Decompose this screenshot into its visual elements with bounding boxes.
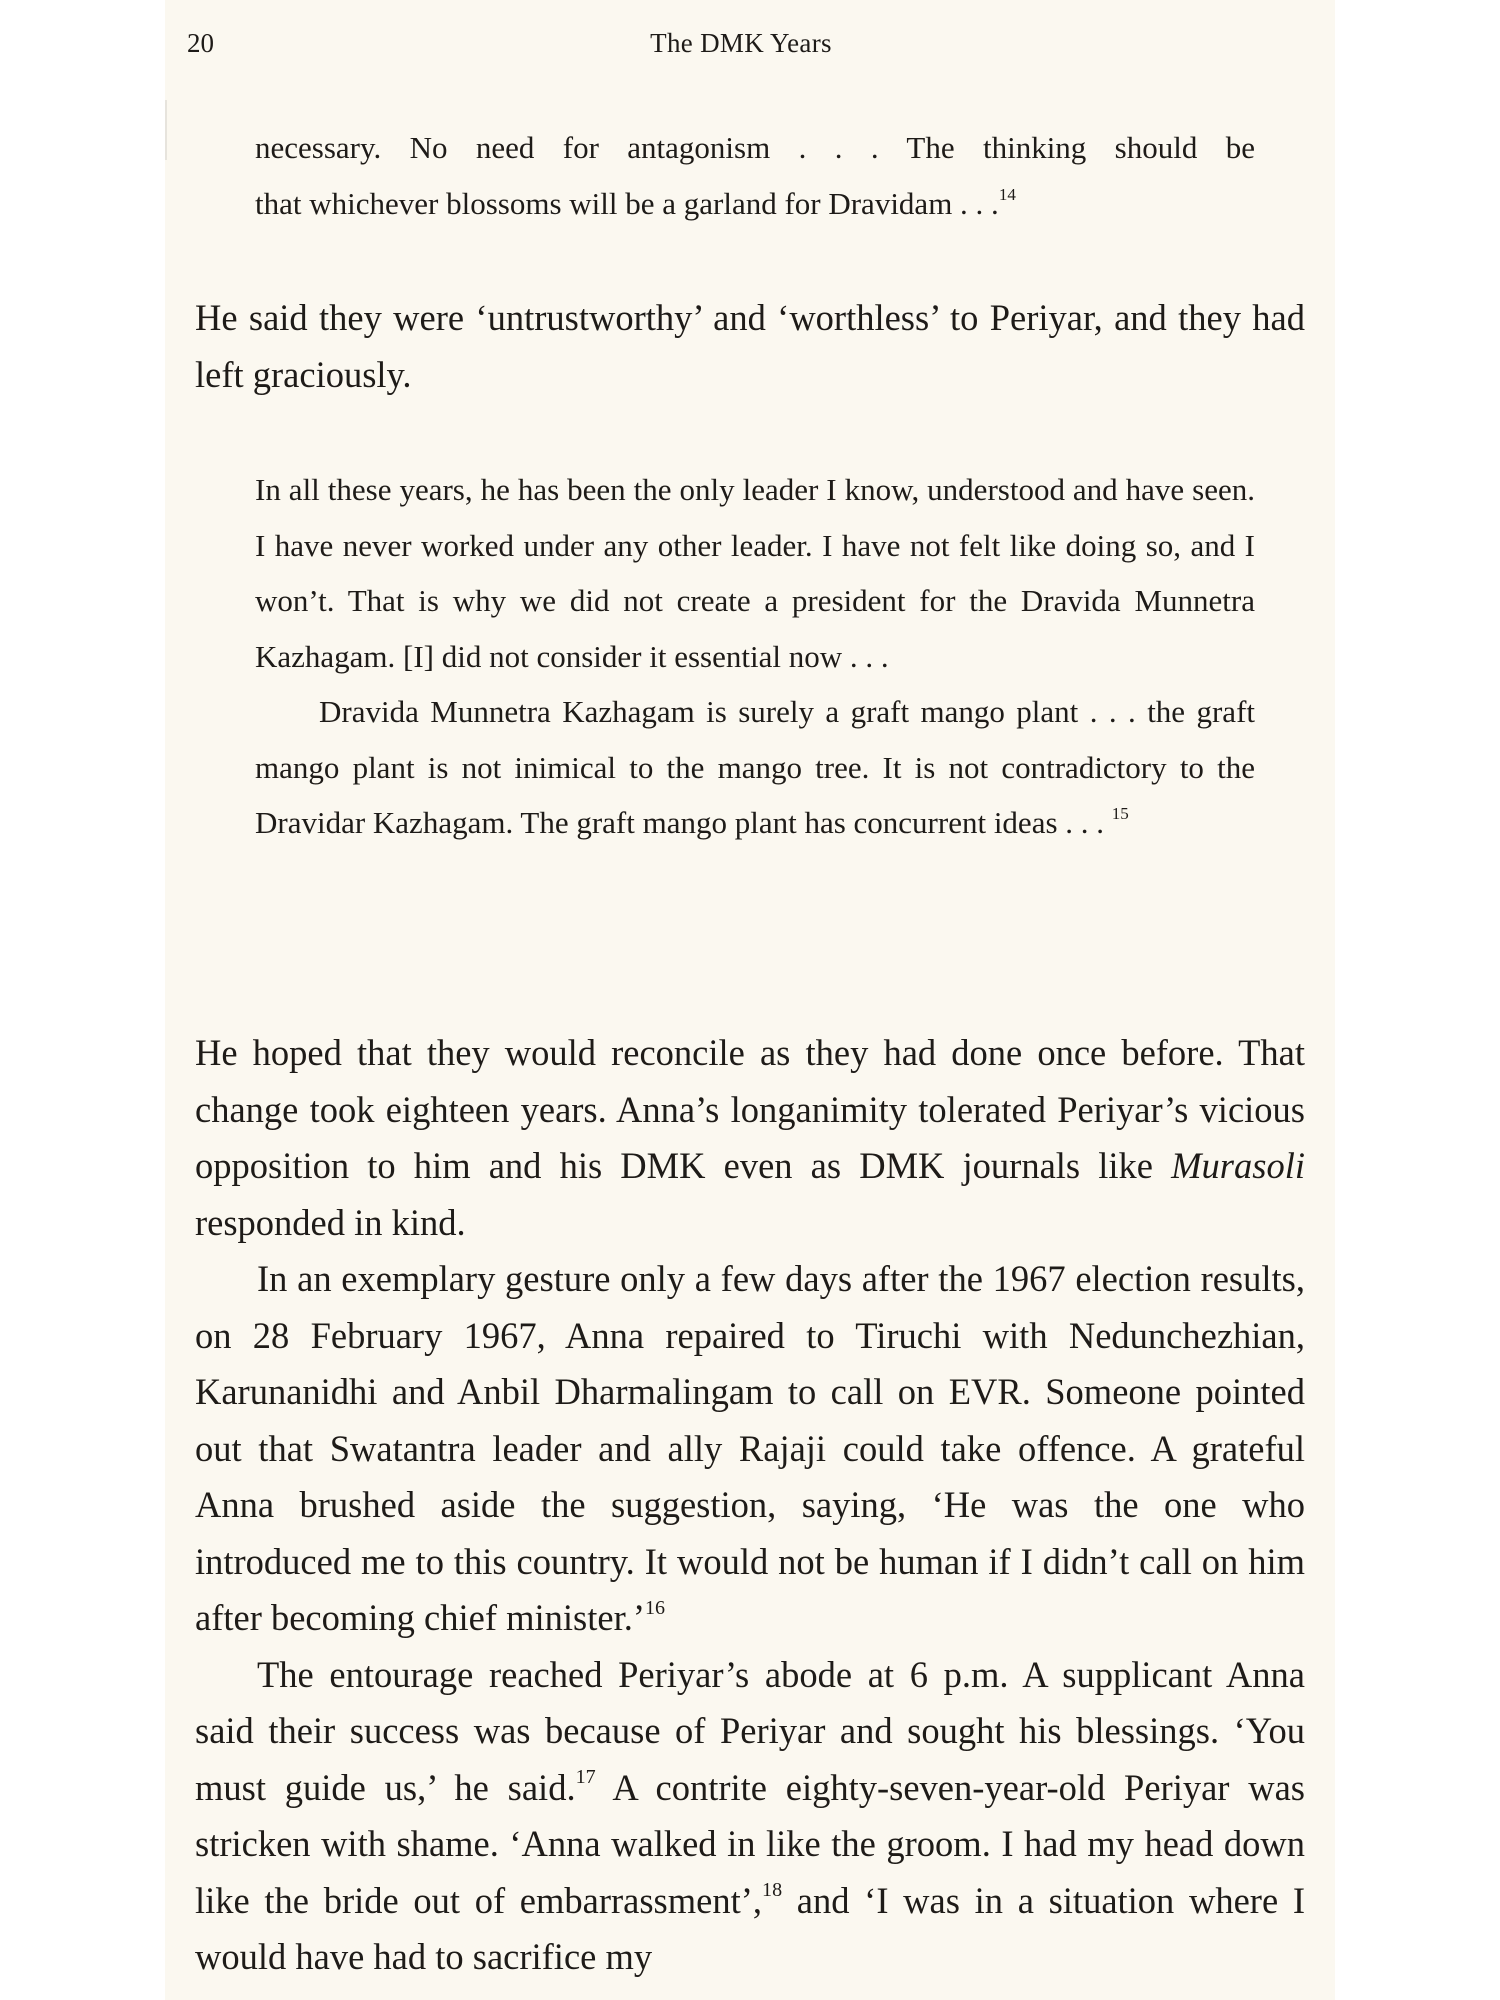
quote-line-2 <box>255 176 1255 232</box>
quote-paragraph-2 <box>255 684 1255 851</box>
paragraph-text: He said they were ‘untrustworthy’ and ‘worthless’ to Periyar, and they had left graciously. <box>195 297 1305 395</box>
footnote-ref-14: 14 <box>998 184 1016 204</box>
footnote-ref-18: 18 <box>762 1879 783 1902</box>
page-edge-shadow <box>165 100 175 160</box>
paragraph-exemplary-gesture <box>195 1251 1305 1647</box>
paragraph-text-part-3: and ‘I was in a situation where I would have had to sacrifice my <box>195 1879 1305 1977</box>
quote-paragraph-2-text: Dravida Munnetra Kazhagam is surely a graft mango plant . . . the graft mango plant is not inimical to the mango tree. It is not contradictory to the Dravidar Kazhagam. The graft mango plant has concurrent ideas . . . <box>255 694 1255 840</box>
journal-title-murasoli: Murasoli <box>1171 1145 1305 1186</box>
page-number: 20 <box>187 28 214 58</box>
footnote-ref-15: 15 <box>1111 804 1129 824</box>
paragraph-text-part-1: The entourage reached Periyar’s abode at 6 p.m. A supplicant Anna said their success was because of Periyar and sought his blessings. ‘You must guide us,’ he said. <box>195 1653 1305 1808</box>
paragraph-text-end: responded in kind. <box>195 1201 466 1243</box>
paragraph-reconcile <box>195 1025 1305 1986</box>
footnote-ref-16: 16 <box>645 1596 666 1619</box>
book-page <box>165 0 1335 2000</box>
quote-paragraph-1: In all these years, he has been the only leader I know, understood and have seen. I have never worked under any other leader. I have not felt like doing so, and I won’t. That is why we did not create a president for the Dravida Munnetra Kazhagam. [I] did not consider it essential now . . . <box>255 472 1255 674</box>
paragraph-text-start: He hoped that they would reconcile as they had done once before. That change took eighteen years. Anna’s longanimity tolerated Periyar’s vicious opposition to him and his DMK even as DMK journals like <box>195 1032 1305 1186</box>
paragraph-text <box>195 1025 1305 1251</box>
quote-line-2-text: that whichever blossoms will be a garland for Dravidam . . . <box>255 185 999 221</box>
running-title: The DMK Years <box>650 28 832 58</box>
quote-line-1: necessary. No need for antagonism . . . The thinking should be <box>255 130 1255 165</box>
paragraph-untrustworthy <box>195 290 1305 403</box>
block-quote-continuation <box>255 120 1255 231</box>
paragraph-text-part-2: A contrite eighty-seven-year-old Periyar was stricken with shame. ‘Anna walked in like the groom. I had my head down like the bride out of embarrassment’, <box>195 1766 1305 1921</box>
paragraph-entourage <box>195 1647 1305 1986</box>
block-quote-graft-mango <box>255 462 1255 851</box>
paragraph-text: In an exemplary gesture only a few days after the 1967 election results, on 28 February 1967, Anna repaired to Tiruchi with Nedunchezhian, Karunanidhi and Anbil Dharmalingam to call on EVR. Someone pointed out that Swatantra leader and ally Rajaji could take offence. A grateful Anna brushed aside the suggestion, saying, ‘He was the one who introduced me to this country. It would not be human if I didn’t call on him after becoming chief minister.’ <box>195 1258 1305 1638</box>
footnote-ref-17: 17 <box>575 1766 596 1789</box>
running-head <box>187 28 1295 68</box>
